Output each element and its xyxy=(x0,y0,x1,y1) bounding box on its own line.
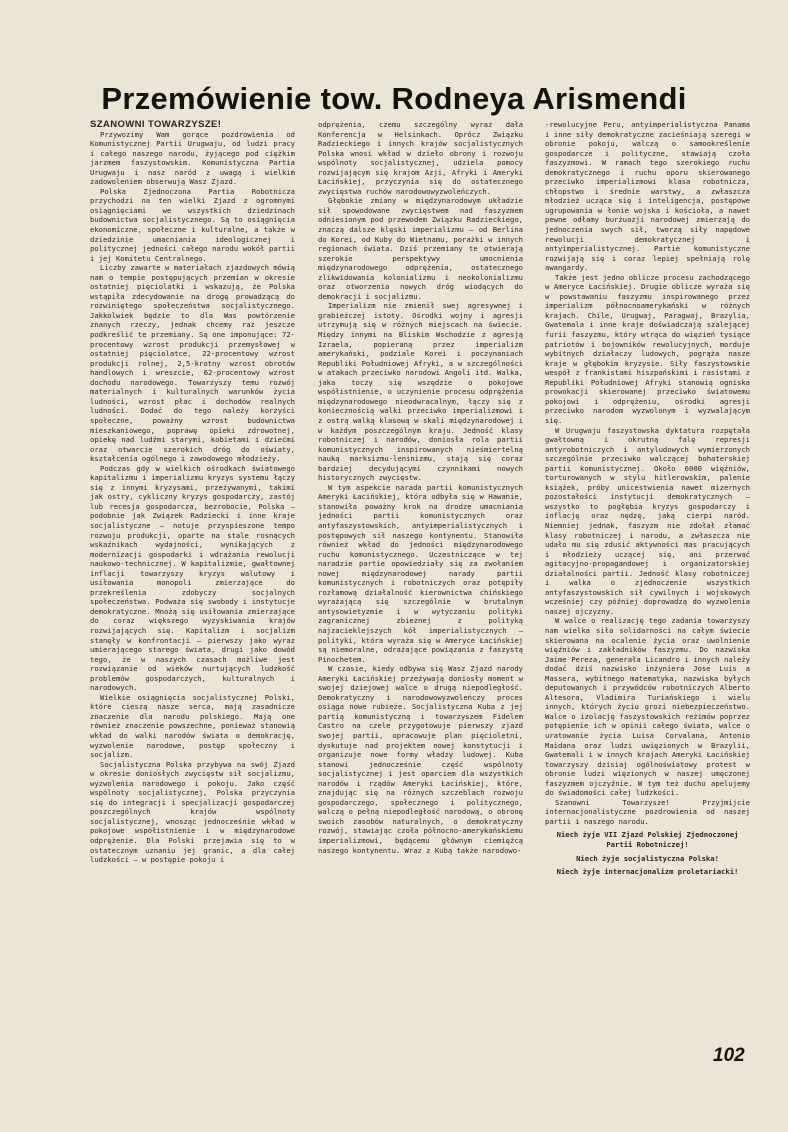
paragraph: Głębokie zmiany w międzynarodowym układzie sił spowodowane zwycięstwem nad faszyzmem odniesionym pod przewodem Związku Radzieckiego, znaczą dalsze klęski imperializmu — od Berlina do Korei, od Kuby do Wietnamu, porażki w innych regionach świata. Dziś przemiany te otwierają szerokie perspektywy umocnienia międzynarodowego odprężenia, ostatecznego zlikwidowania kolonializmu i neokolonializmu oraz otworzenia nowych dróg wiodących do demokracji i socjalizmu. xyxy=(318,196,523,301)
paragraph: Przywozimy Wam gorące pozdrowienia od Komunistycznej Partii Urugwaju, od ludzi pracy i całego naszego narodu, żyjącego pod ciężkim jarzmem faszystowskim. Komunistyczna Partia Urugwaju i nasz naród z uwagą i wielkim zadowoleniem obserwują Wasz Zjazd. xyxy=(90,129,295,187)
paragraph: -rewolucyjne Peru, antyimperialistyczna Panama i inne siły demokratyczne zacieśniają szeregi w obronie pokoju, walczą o samookreślenie gospodarcze i polityczne, stawiają czoła faszyzmowi. W ramach tego szerokiego ruchu demokratycznego i ruchu oporu skierowanego przeciwko imperializmowi klasa robotnicza, chłopstwo i średnie warstwy, a zwłaszcza młodzież ucząca się i inteligencja, postępowe ugrupowania w łonie wojska i kościoła, a nawet pewne odłamy burżuazji narodowej zmierzają do jednoczenia swych sił, tworzą siły napędowe rewolucji demokratycznej i antyimperialistycznej. Partie komunistyczne rozwijają się i coraz lepiej spełniają rolę awangardy. xyxy=(545,120,750,273)
slogan: Niech żyje internacjonalizm proletariacki! xyxy=(556,867,739,877)
text-column-1 xyxy=(90,120,295,865)
page-number: 102 xyxy=(713,1045,745,1066)
paragraph: W czasie, kiedy odbywa się Wasz Zjazd narody Ameryki Łacińskiej przeżywają doniosły moment w swojej dziejowej walce o drugą niepodległość. Demokratyczny i narodowowyzwoleńczy proces osiąga nowe rubieże. Socjalistyczna Kuba z jej partią komunistyczną i towarzyszem Fidelem Castro na czele przygotowuje pierwszy zjazd swojej partii, opracowuje plan pięcioletni, dyskutuje nad projektem nowej konstytucji i organizuje nowe formy władzy ludowej. Kuba stanowi jednocześnie część wspólnoty socjalistycznej i jest oparciem dla wszystkich narodów i rządów Ameryki Łacińskiej, które, znajdując się na różnych szczeblach rozwoju gospodarczego, społecznego i politycznego, walczą o pełną niepodległość narodową, o obronę swoich zasobów naturalnych, o demokratyczny rozwój, stawiając czoła północno-amerykańskiemu imperializmowi, będącemu głównym ciemiężcą naszego kontynentu. Wraz z Kubą także narodowo- xyxy=(318,664,523,855)
paragraph: W Urugwaju faszystowska dyktatura rozpętała gwałtowną i okrutną falę represji antyrobotniczych i antyludowych wymierzonych szczególnie przeciwko walczącej bohaterskiej partii komunistycznej. Około 6000 więźniów, torturowanych w stylu hitlerowskim, palenie książek, próby unicestwienia nawet mizernych pozostałości instytucji demokratycznych — wszystko to pogłębia kryzys gospodarczy i inflację oraz nędzę, jaką cierpi naród. Niemniej jednak, faszyzm nie zdołał złamać klasy robotniczej i narodu, a zwłaszcza nie udało mu się zdusić aktywności mas pracujących i młodzieży uczącej się, ani przerwać agitacyjno-propagandowej i organizatorskiej działalności partii. Jedność klasy robotniczej i walka o zjednoczenie wszystkich antyfaszystowskich sił cywilnych i wojskowych wcześniej czy później doprowadzą do wyzwolenia naszej ojczyzny. xyxy=(545,425,750,616)
paragraph: Liczby zawarte w materiałach zjazdowych mówią nam o tempie postępujących przemian w okresie ostatniej pięciolatki i wskazują, że Polska wstąpiła zdecydowanie na drogę prowadzącą do rozwiniętego społeczeństwa socjalistycznego. Jakkolwiek będzie to dla Was powtórzenie znanych rzeczy, jednak chcemy raz jeszcze podkreślić te przemiany. Są one imponujące: 72-procentowy wzrost produkcji przemysłowej w ostatniej pięciolatce, 22-procentowy wzrost produkcji rolnej, 2,5-krotny wzrost obrotów handlowych i wreszcie, 62-procentowy wzrost dochodu narodowego. Towarzyszy temu rozwój materialnych i kulturalnych warunków życia ludności, wzrost płac i dochodów realnych ludności. Dodać do tego należy korzyści społeczne, poważny wzrost budownictwa mieszkaniowego, poprawę opieki zdrowotnej, opiekę nad ludźmi starymi, kobietami i dziećmi oraz otwarcie szerokich dróg do oświaty, kształcenia ogólnego i zawodowego młodzieży. xyxy=(90,263,295,464)
paragraph: odprężenia, czemu szczególny wyraz dała Konferencja w Helsinkach. Oprócz Związku Radzieckiego i innych krajów socjalistycznych Polska wnosi wkład w dzieło obrony i rozwoju wspólnoty socjalistycznej, udziela pomocy rozwijającym się krajom Azji, Afryki i Ameryki Łacińskiej, przyczynia się do ostatecznego zwycięstwa ruchów narodowowyzwoleńczych. xyxy=(318,120,523,196)
paragraph: W walce o realizację tego zadania towarzyszy nam wielka siła solidarności na całym świecie skierowana na ocalenie życia oraz uwolnienie więźniów i zakładników faszyzmu. Do nazwiska Jaime Pereza, generała Licandro i innych należy dodać dziś nazwisko inżyniera Jose Luis a Massera, wybitnego matematyka, nazwiska byłych deputowanych i przywódców robotniczych Alberto Altesora, Vladimira Turiańskiego i wielu innych, których życiu grozi niebezpieczeństwo. Walce o izolację faszystowskich reżimów poprzez potępienie ich w opinii całego świata, walce o uratowanie życia Luisa Corvalana, Antonio Maidana oraz ludzi uwięzionych w Brazylii, Gwatemali i w innych krajach Ameryki Łacińskiej towarzyszy dzisiaj ogólnoświatowy protest w obronie ludzi więzionych w naszej umęczonej faszyzmem ojczyźnie. W tym też duchu apelujemy do świadomości całej ludzkości. xyxy=(545,616,750,798)
slogan: Niech żyje VII Zjazd Polskiej Zjednoczonej Partii Robotniczej! xyxy=(556,830,739,850)
paragraph: W tym aspekcie narada partii komunistycznych Ameryki Łacińskiej, która odbyła się w Hawanie, stanowiła poważny krok na drodze umacniania jedności partii komunistycznych oraz antyfaszystowskich, antyimperialistycznych i postępowych sił naszego kontynentu. Stanowiła również wkład do jedności międzynarodowego ruchu komunistycznego. Uczestniczące w tej naradzie partie opowiedziały się za zwołaniem nowej międzynarodowej narady partii komunistycznych i robotniczych oraz potępiły rozłamową działalność kierownictwa chińskiego wyrażającą się szczególnie w brutalnym antysowietyzmie i w wytyczaniu polityki zagranicznej zbieżnej z polityką najzacieklejszych kół imperialistycznych — polityki, która wyraża się w Ameryce Łacińskiej są niemoralne, odrażające powiązania z faszystą Pinochetem. xyxy=(318,482,523,664)
slogan: Niech żyje socjalistyczna Polska! xyxy=(576,853,719,863)
paragraph: Imperializm nie zmienił swej agresywnej i grabieżczej istoty. Ośrodki wojny i agresji utrzymują się w różnych miejscach na świecie. Między innymi na Bliskim Wschodzie z agresją Izraela, popieraną przez imperializm amerykański, podziale Korei i poczynaniach Republiki Południowej Afryki, a w szczególności w atakach przeciwko narodowi Angoli itd. Walka, jaka toczy się wszędzie o pokojowe współistnienie, o uczynienie procesu odprężenia międzynarodowego nieodwracalnym, łączy się z koniecznością walki przeciwko imperializmowi i z ostrą walką klasową w skali międzynarodowej i w każdym poszczególnym kraju. Jedność klasy robotniczej i narodów, doniosła rola partii komunistycznych inspirowanych nieśmiertelną nauką marksizmu-leninizmu, stają się coraz bardziej decydującymi czynnikami nowych historycznych zwycięstw. xyxy=(318,301,523,483)
paragraph: Polska Zjednoczona Partia Robotnicza przychodzi na ten wielki Zjazd z ogromnymi osiągnięciami we wszystkich dziedzinach budownictwa socjalistycznego. Są to osiągnięcia ekonomiczne, społeczne i kulturalne, a także w dziedzinie umacniania ideologicznej i politycznej jedności całego narodu wokół partii i jej Komitetu Centralnego. xyxy=(90,186,295,263)
greeting-heading: SZANOWNI TOWARZYSZE! xyxy=(90,119,222,130)
text-column-3 xyxy=(545,120,750,877)
paragraph: Wielkie osiągnięcia socjalistycznej Polski, które cieszą nasze serca, mają zasadnicze znaczenie dla narodu polskiego. Mają one również znaczenie powszechne, ponieważ stanowią wkład do walki narodów świata o demokrację, wyzwolenie narodowe, postęp społeczny i socjalizm. xyxy=(90,692,295,760)
page-title: Przemówienie tow. Rodneya Arismendi xyxy=(101,80,687,116)
paragraph: Podczas gdy w wielkich ośrodkach światowego kapitalizmu i imperializmu kryzys systemu łączy się z innymi kryzysami, przeżywanymi, takimi jak ostry, cykliczny kryzys gospodarczy, zastój lub recesja gospodarcza, bezrobocie, Polska — podobnie jak Związek Radziecki i inne kraje socjalistyczne — notuje przyspieszone tempo rozwoju produkcji, oparte na stale rosnących wskaźnikach wydajności, wynikających z modernizacji gospodarki i wdrażania rewolucji naukowo-technicznej. W kapitalizmie, gwałtownej inflacji towarzyszy kryzys walutowy i usiłowania monopoli zmierzające do przekreślenia zdobyczy socjalnych społeczeństwa. Podważa się swobody i instytucje demokratyczne. Mnożą się usiłowania zmierzające do coraz większego wyzyskiwania krajów rozwijających się. Kapitalizm i socjalizm stanęły w konfrontacji — pierwszy jako wyraz umierającego starego świata, drugi jako dowód tego, że w naszych czasach możliwe jest rozwiązanie od wieków nurtujących ludzkość problemów gospodarczych, kulturalnych i narodowych. xyxy=(90,463,295,693)
paragraph: Socjalistyczna Polska przybywa na swój Zjazd w okresie doniosłych zwycięstw sił socjalizmu, wyzwolenia narodowego i pokoju. Jako część wspólnoty socjalistycznej, Polska przyczynia się do integracji i specjalizacji gospodarczej poszczególnych krajów wspólnoty socjalistycznej, wnosząc jednocześnie wkład w pokojowe współistnienie i w międzynarodowe odprężenie. Dla Polski przejawia się to w ostatecznym uznaniu jej granic, a dla całej ludzkości — w postępie pokoju i xyxy=(90,759,295,865)
text-column-2 xyxy=(318,120,523,855)
paragraph: Także jest jedno oblicze procesu zachodzącego w Ameryce Łacińskiej. Drugie oblicze wyraża się w powstawaniu faszyzmu inspirowanego przez imperializm północnoamerykański w różnych krajach. Chile, Urugwaj, Paragwaj, Brazylia, Gwatemala i inne kraje doświadczają szalejącej furii faszyzmu, który wtrąca do więzień tysiące patriotów i bojowników rewolucyjnych, morduje wybitnych działaczy ludowych, pogrąża nasze kraje w głębokim kryzysie. Siły faszystowskie wespół z frankistami hiszpańskimi i rasistami z Republiki Południowej Afryki stanowią ogniska prowokacji skierowanej przeciwko światowemu pokojowi i odprężeniu, ośrodki agresji przeciwko narodom wyzwolonym i wyzwalającym się. xyxy=(545,272,750,425)
closing-slogans xyxy=(545,830,750,876)
paragraph: Szanowni Towarzysze! Przyjmijcie internacjonalistyczne pozdrowienia od naszej partii i naszego narodu. xyxy=(545,797,750,826)
